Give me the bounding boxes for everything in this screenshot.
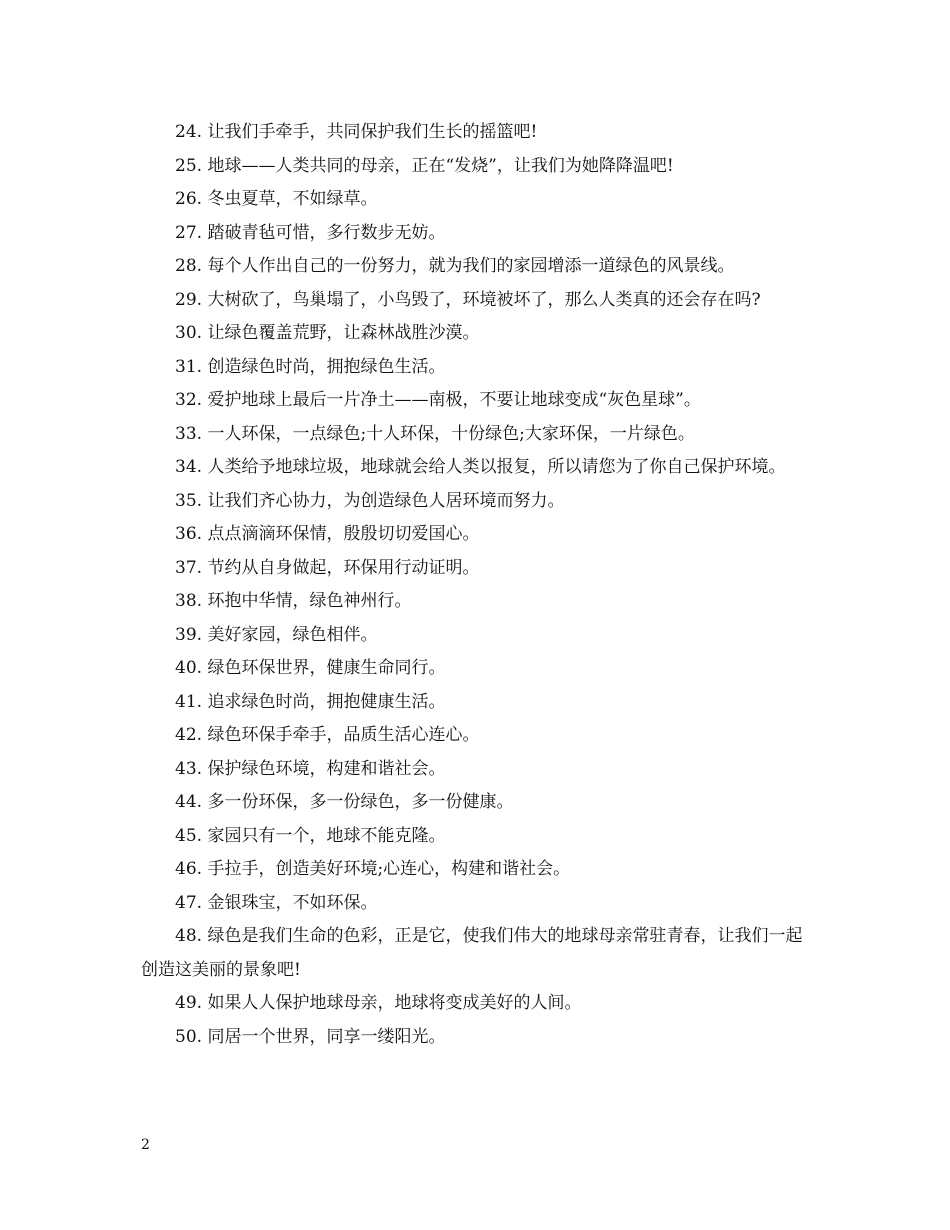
slogan-paragraph: 40. 绿色环保世界，健康生命同行。 <box>175 658 446 678</box>
slogan-paragraph: 25. 地球——人类共同的母亲，正在“发烧”，让我们为她降降温吧! <box>175 155 674 176</box>
slogan-paragraph: 34. 人类给予地球垃圾，地球就会给人类以报复，所以请您为了你自己保护环境。 <box>175 457 786 477</box>
slogan-paragraph: 42. 绿色环保手牵手，品质生活心连心。 <box>175 725 480 745</box>
slogan-paragraph: 35. 让我们齐心协力，为创造绿色人居环境而努力。 <box>175 490 565 511</box>
slogan-paragraph: 44. 多一份环保，多一份绿色，多一份健康。 <box>175 792 514 812</box>
slogan-paragraph: 29. 大树砍了，鸟巢塌了，小鸟毁了，环境被坏了，那么人类真的还会存在吗? <box>175 289 761 310</box>
slogan-paragraph: 38. 环抱中华情，绿色神州行。 <box>175 591 412 611</box>
slogan-paragraph: 31. 创造绿色时尚，拥抱绿色生活。 <box>175 356 446 377</box>
slogan-paragraph: 41. 追求绿色时尚，拥抱健康生活。 <box>175 691 446 712</box>
slogan-paragraph: 30. 让绿色覆盖荒野，让森林战胜沙漠。 <box>175 323 480 343</box>
slogan-paragraph: 43. 保护绿色环境，构建和谐社会。 <box>175 758 446 779</box>
slogan-paragraph: 37. 节约从自身做起，环保用行动证明。 <box>175 557 480 578</box>
slogan-paragraph: 39. 美好家园，绿色相伴。 <box>175 624 378 645</box>
slogan-paragraph: 26. 冬虫夏草，不如绿草。 <box>175 189 378 209</box>
slogan-paragraph: 46. 手拉手，创造美好环境;心连心，构建和谐社会。 <box>175 859 571 879</box>
slogan-paragraph: 36. 点点滴滴环保情，殷殷切切爱国心。 <box>175 524 480 544</box>
slogan-paragraph: 27. 踏破青毡可惜，多行数步无妨。 <box>175 222 446 243</box>
slogan-paragraph: 50. 同居一个世界，同享一缕阳光。 <box>175 1026 446 1047</box>
slogan-paragraph: 49. 如果人人保护地球母亲，地球将变成美好的人间。 <box>175 993 582 1013</box>
slogan-paragraph: 48. 绿色是我们生命的色彩，正是它，使我们伟大的地球母亲常驻青春，让我们一起创造这美丽的景象吧! <box>141 926 803 980</box>
slogan-paragraph: 28. 每个人作出自己的一份努力，就为我们的家园增添一道绿色的风景线。 <box>175 256 735 276</box>
slogan-paragraph: 24. 让我们手牵手，共同保护我们生长的摇篮吧! <box>175 122 538 142</box>
page-number: 2 <box>141 1137 150 1153</box>
slogan-paragraph: 33. 一人环保，一点绿色;十人环保，十份绿色;大家环保，一片绿色。 <box>175 423 695 444</box>
slogan-paragraph: 47. 金银珠宝，不如环保。 <box>175 892 378 913</box>
slogan-paragraph: 32. 爱护地球上最后一片净土——南极，不要让地球变成“灰色星球”。 <box>175 390 701 410</box>
slogan-paragraph: 45. 家园只有一个，地球不能克隆。 <box>175 825 446 846</box>
document-body <box>141 116 811 1054</box>
